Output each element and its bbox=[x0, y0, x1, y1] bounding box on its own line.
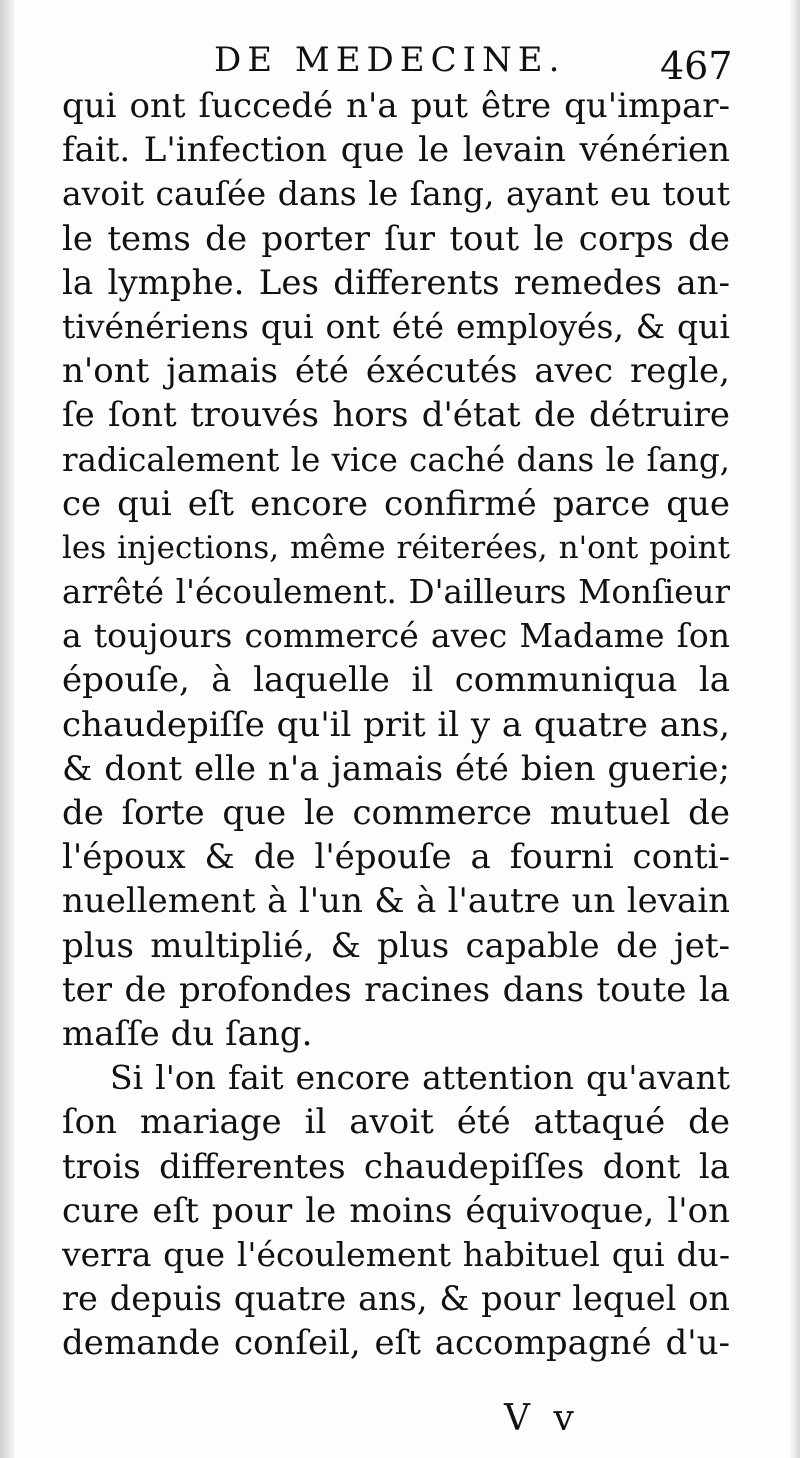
text-line: le tems de porter ſur tout le corps de bbox=[62, 218, 730, 259]
running-title: DE MEDECINE. bbox=[214, 40, 566, 80]
text-line: ſon mariage il avoit été attaqué de bbox=[62, 1102, 730, 1143]
paragraph-2 bbox=[62, 1056, 730, 1365]
signature-mark: V v bbox=[504, 1398, 580, 1439]
text-line: les injections, même réiterées, n'ont point bbox=[62, 529, 730, 566]
text-line: ſe ſont trouvés hors d'état de détruire bbox=[62, 395, 730, 436]
text-line: la lymphe. Les differents remedes an- bbox=[62, 262, 730, 303]
text-line: Si l'on fait encore attention qu'avant bbox=[110, 1058, 730, 1098]
text-line: & dont elle n'a jamais été bien guerie; bbox=[62, 748, 730, 789]
text-line: de ſorte que le commerce mutuel de bbox=[62, 793, 730, 833]
text-line: fait. L'infection que le levain vénérien bbox=[62, 130, 730, 171]
text-line: tivénériens qui ont été employés, & qui bbox=[62, 306, 730, 346]
text-line: radicalement le vice caché dans le ſang, bbox=[62, 440, 730, 479]
text-line: maſſe du ſang. bbox=[62, 1013, 313, 1054]
text-line: re depuis quatre ans, & pour lequel on bbox=[62, 1279, 730, 1319]
text-line: ce qui eſt encore confirmé parce que bbox=[62, 483, 730, 524]
text-line: qui ont ſuccedé n'a put être qu'impar- bbox=[62, 86, 730, 126]
text-block bbox=[62, 84, 730, 1365]
text-line: trois differentes chaudepiſſes dont la bbox=[62, 1146, 730, 1187]
text-line: épouſe, à laquelle il communiqua la bbox=[62, 660, 730, 701]
text-line: verra que l'écoulement habituel qui du- bbox=[62, 1234, 730, 1274]
text-line: l'époux & de l'épouſe a fourni conti- bbox=[62, 837, 730, 878]
text-line: n'ont jamais été éxécutés avec regle, bbox=[62, 351, 730, 392]
text-line: chaudepiſſe qu'il prit il y a quatre ans, bbox=[62, 704, 730, 745]
text-line: ter de profondes racines dans toute la bbox=[62, 969, 730, 1010]
text-line: avoit cauſée dans le ſang, ayant eu tout bbox=[62, 174, 730, 214]
text-line: nuellement à l'un & à l'autre un levain bbox=[62, 881, 730, 922]
page-shadow-left bbox=[0, 0, 14, 1458]
text-line: cure eſt pour le moins équivoque, l'on bbox=[62, 1190, 730, 1231]
text-line: demande conſeil, eſt accompagné d'u- bbox=[62, 1323, 730, 1364]
page-number: 467 bbox=[660, 44, 733, 88]
text-line: a toujours commercé avec Madame ſon bbox=[62, 616, 730, 656]
paragraph-1 bbox=[62, 84, 730, 1056]
text-line: arrêté l'écoulement. D'ailleurs Monſieur bbox=[62, 573, 730, 612]
page-shadow-right bbox=[790, 0, 800, 1458]
text-line: plus multiplié, & plus capable de jet- bbox=[62, 925, 730, 966]
